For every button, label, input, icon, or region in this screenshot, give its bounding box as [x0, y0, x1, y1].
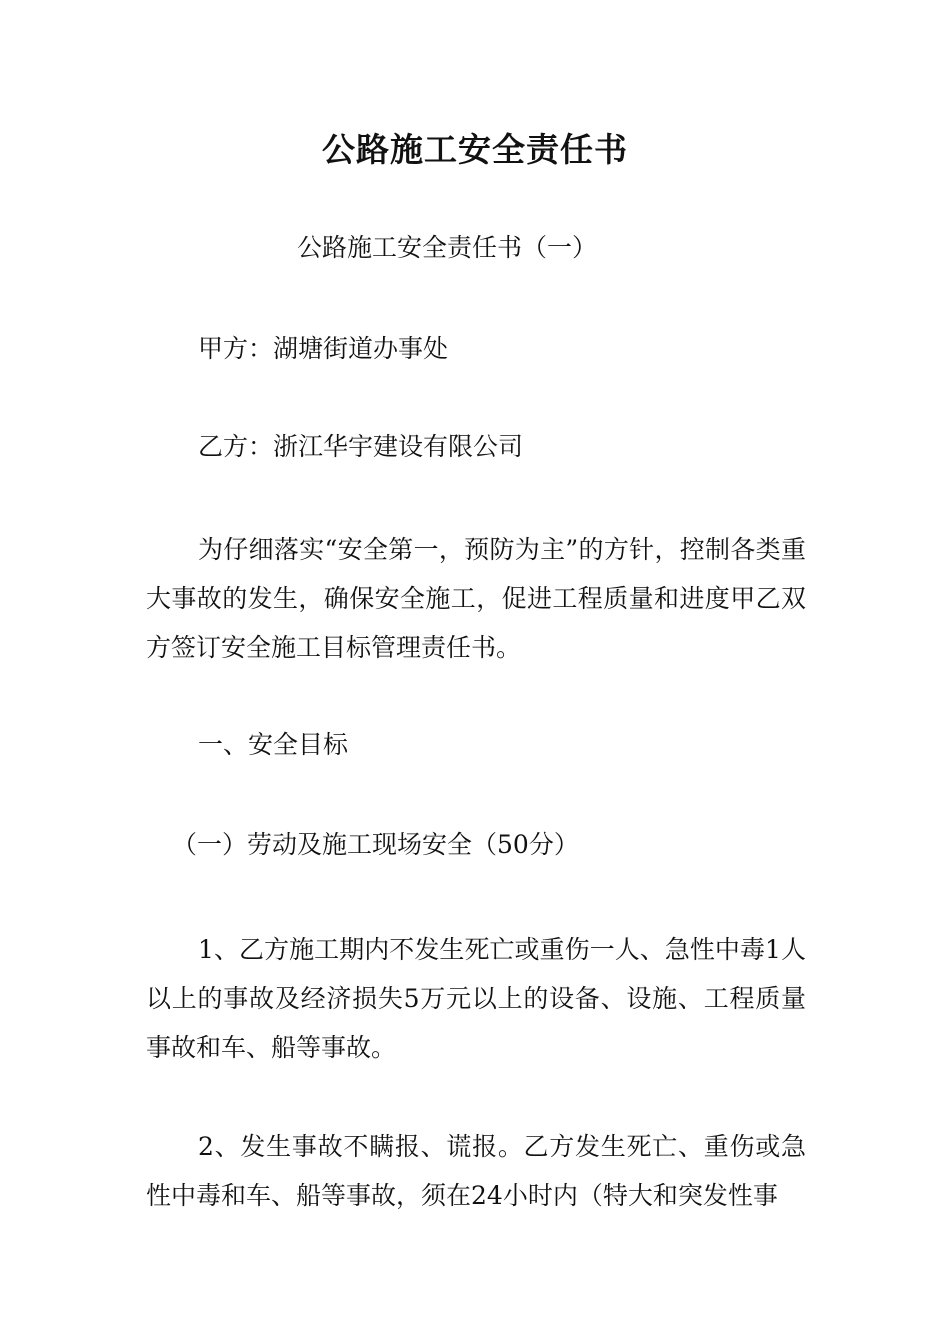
document-title: 公路施工安全责任书	[322, 130, 628, 169]
item-paragraph-1: 1、乙方施工期内不发生死亡或重伤一人、急性中毒1人以上的事故及经济损失5万元以上的设备、设施、工程质量事故和车、船等事故。	[146, 935, 806, 1062]
party-a-line: 甲方：湖塘街道办事处	[198, 334, 449, 363]
item-paragraph-2: 2、发生事故不瞒报、谎报。乙方发生死亡、重伤或急性中毒和车、船等事故，须在24小时内（特大和突发性事	[146, 1132, 806, 1210]
document-subtitle: 公路施工安全责任书（一）	[297, 233, 598, 262]
intro-paragraph: 为仔细落实“安全第一，预防为主”的方针，控制各类重大事故的发生，确保安全施工，促进工程质量和进度甲乙双方签订安全施工目标管理责任书。	[146, 535, 806, 662]
section-heading-safety-goals: 一、安全目标	[198, 730, 349, 759]
party-b-line: 乙方：浙江华宇建设有限公司	[198, 432, 524, 461]
subsection-heading-labor-site-safety: （一）劳动及施工现场安全（50分）	[172, 830, 579, 859]
